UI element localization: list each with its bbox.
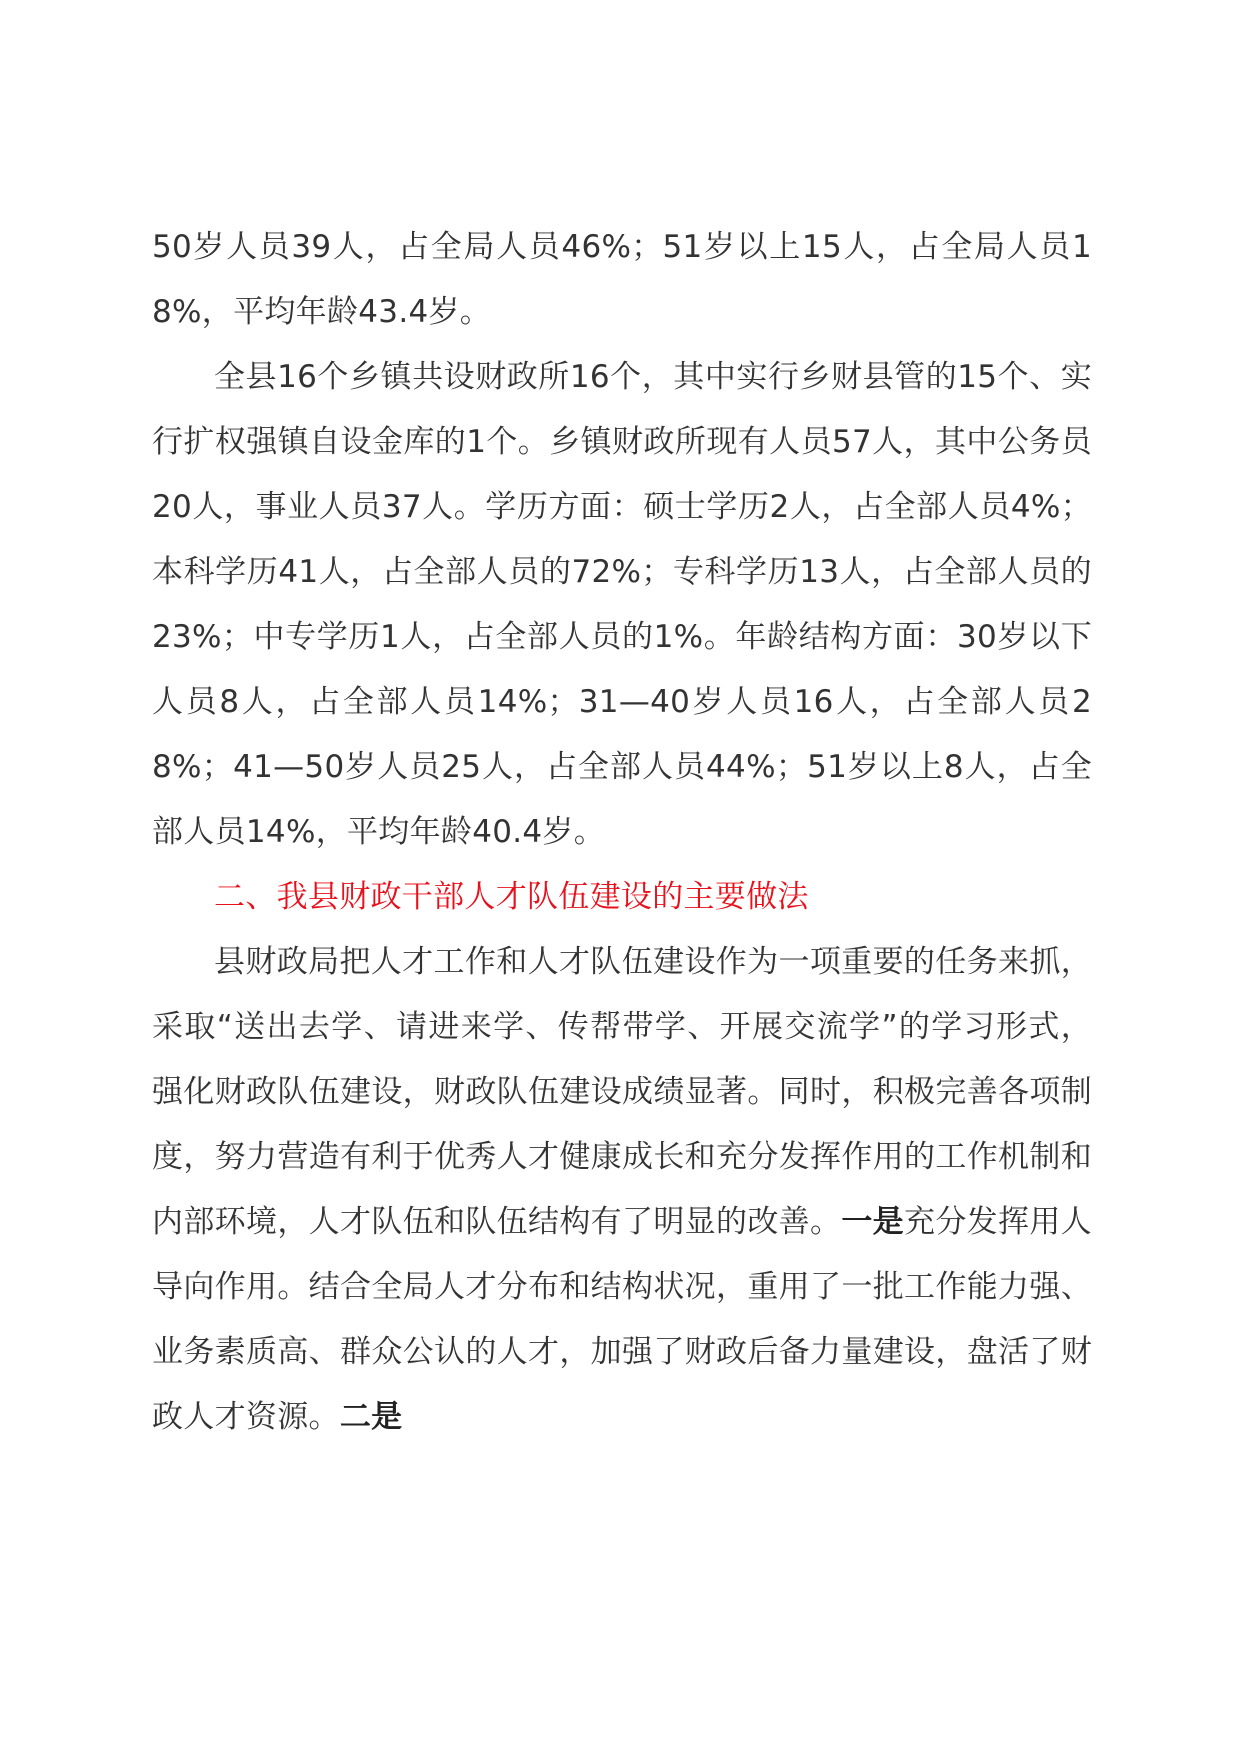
point-one-label: 一是 xyxy=(841,1204,905,1240)
section-heading: 二、我县财政干部人才队伍建设的主要做法 xyxy=(214,879,809,915)
paragraph-age-structure-continued: 50岁人员39人，占全局人员46%；51岁以上15人，占全局人员18%，平均年龄43.4岁。 xyxy=(152,229,1092,330)
document-body xyxy=(152,215,1092,1450)
paragraph-main-practices xyxy=(152,930,1092,1450)
point-one-text: 充分发挥用人导向作用。结合全局人才分布和结构状况，重用了一批工作能力强、业务素质高、群众公认的人才，加强了财政后备力量建设，盘活了财政人才资源。 xyxy=(152,1204,1092,1435)
paragraph-township-finance-offices: 全县16个乡镇共设财政所16个，其中实行乡财县管的15个、实行扩权强镇自设金库的1个。乡镇财政所现有人员57人，其中公务员20人，事业人员37人。学历方面：硕士学历2人，占全部人员4%；本科学历41人，占全部人员的72%；专科学历13人，占全部人员的23%；中专学历1人，占全部人员的1%。年龄结构方面：30岁以下人员8人，占全部人员14%；31—40岁人员16人，占全部人员28%；41—50岁人员25人，占全部人员44%；51岁以上8人，占全部人员14%，平均年龄40.4岁。 xyxy=(152,359,1092,850)
point-two-label: 二是 xyxy=(339,1399,403,1435)
practice-intro-text: 县财政局把人才工作和人才队伍建设作为一项重要的任务来抓，采取“送出去学、请进来学、传帮带学、开展交流学”的学习形式，强化财政队伍建设，财政队伍建设成绩显著。同时，积极完善各项制度，努力营造有利于优秀人才健康成长和充分发挥作用的工作机制和内部环境，人才队伍和队伍结构有了明显的改善。 xyxy=(152,944,1092,1240)
